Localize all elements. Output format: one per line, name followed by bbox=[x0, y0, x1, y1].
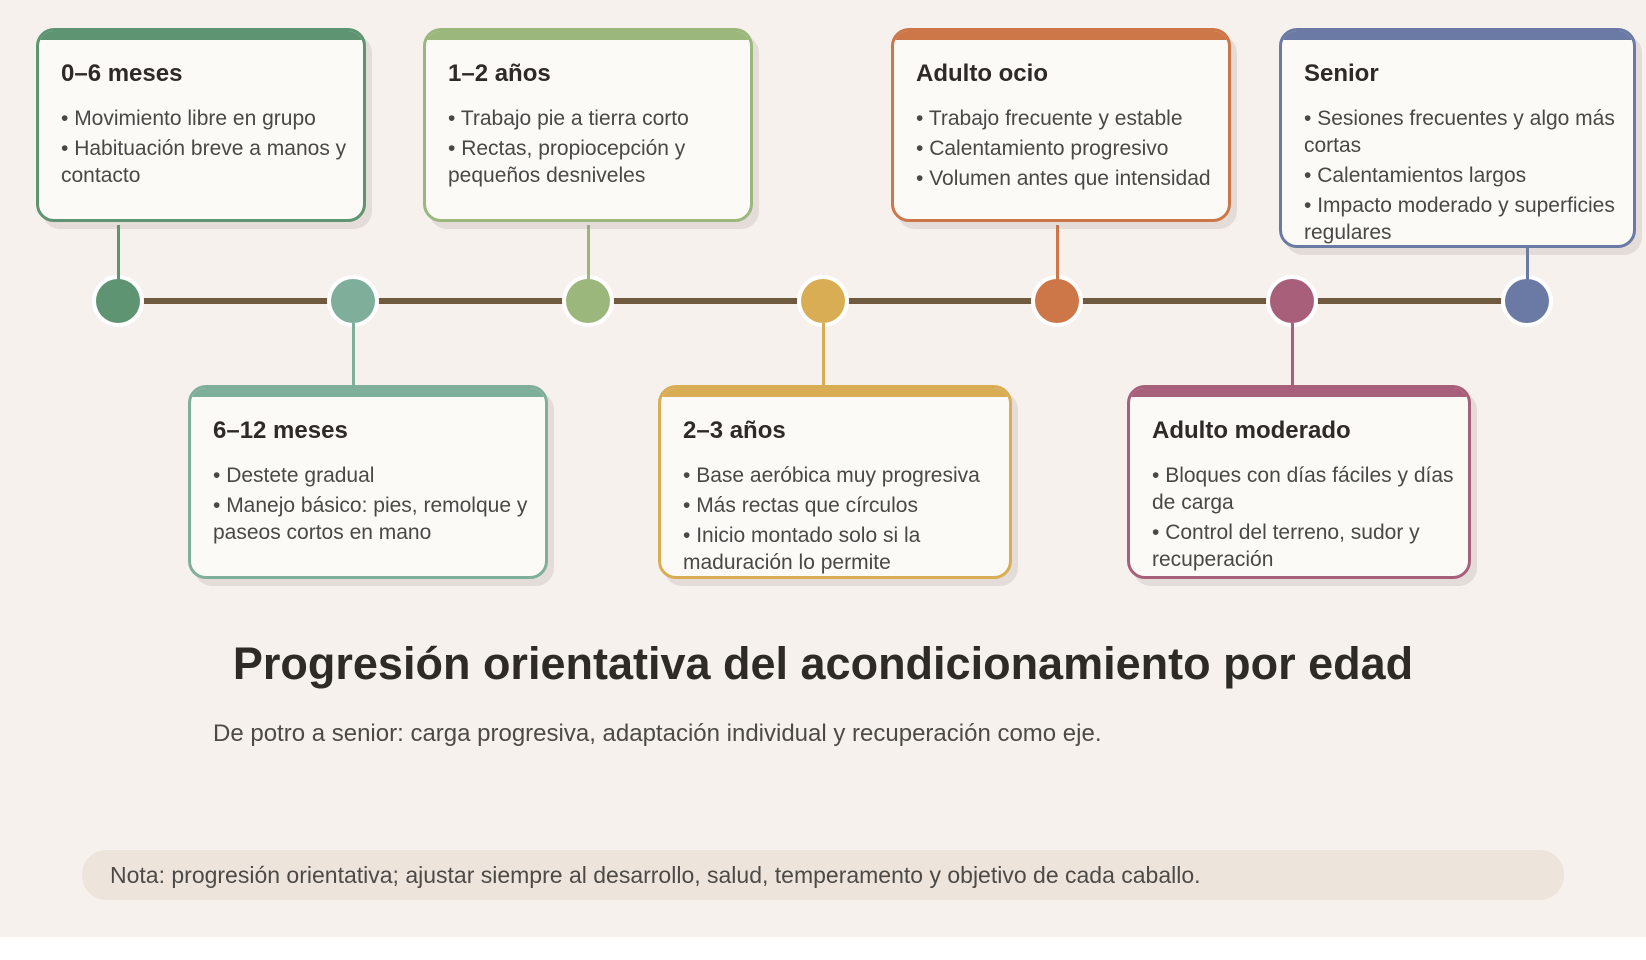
card-topbar bbox=[39, 28, 363, 40]
stage-title: 0–6 meses bbox=[61, 60, 183, 87]
stage-bullet: • Sesiones frecuentes y algo más cortas bbox=[1304, 105, 1633, 159]
stage-bullets bbox=[61, 105, 363, 189]
stage-bullets bbox=[916, 105, 1228, 192]
timeline-node-6 bbox=[1505, 279, 1549, 323]
timeline-node-3 bbox=[801, 279, 845, 323]
timeline-node-1 bbox=[331, 279, 375, 323]
stage-bullets bbox=[213, 462, 545, 546]
connector-6 bbox=[1526, 248, 1529, 280]
note-text: Nota: progresión orientativa; ajustar siempre al desarrollo, salud, temperamento y objetivo de cada caballo. bbox=[110, 862, 1201, 888]
stage-bullet: • Bloques con días fáciles y días de carga bbox=[1152, 462, 1468, 516]
stage-title: Senior bbox=[1304, 60, 1379, 87]
stage-bullets bbox=[448, 105, 750, 189]
stage-card-senior bbox=[1279, 28, 1636, 248]
stage-card-adulto-ocio bbox=[891, 28, 1231, 222]
stage-bullet: • Inicio montado solo si la maduración lo permite bbox=[683, 522, 1009, 576]
timeline-node-2 bbox=[566, 279, 610, 323]
connector-5 bbox=[1291, 323, 1294, 385]
stage-bullet: • Calentamiento progresivo bbox=[916, 135, 1228, 162]
card-topbar bbox=[1130, 385, 1468, 397]
stage-title: 2–3 años bbox=[683, 417, 786, 444]
stage-bullets bbox=[1152, 462, 1468, 573]
connector-0 bbox=[117, 225, 120, 280]
card-topbar bbox=[894, 28, 1228, 40]
card-topbar bbox=[426, 28, 750, 40]
note-box bbox=[82, 850, 1564, 900]
stage-bullet: • Calentamientos largos bbox=[1304, 162, 1633, 189]
card-topbar bbox=[191, 385, 545, 397]
page-title: Progresión orientativa del acondicionamiento por edad bbox=[232, 638, 1414, 689]
stage-bullet: • Base aeróbica muy progresiva bbox=[683, 462, 1009, 489]
stage-title: 1–2 años bbox=[448, 60, 551, 87]
stage-bullet: • Habituación breve a manos y contacto bbox=[61, 135, 363, 189]
stage-card-adulto-moderado bbox=[1127, 385, 1471, 579]
stage-bullet: • Volumen antes que intensidad bbox=[916, 165, 1228, 192]
stage-bullet: • Más rectas que círculos bbox=[683, 492, 1009, 519]
connector-4 bbox=[1056, 225, 1059, 280]
stage-card-6-12-meses bbox=[188, 385, 548, 579]
stage-bullet: • Movimiento libre en grupo bbox=[61, 105, 363, 132]
stage-card-0-6-meses bbox=[36, 28, 366, 222]
stage-bullet: • Trabajo pie a tierra corto bbox=[448, 105, 750, 132]
timeline-node-5 bbox=[1270, 279, 1314, 323]
stage-bullet: • Trabajo frecuente y estable bbox=[916, 105, 1228, 132]
stage-title: Adulto ocio bbox=[916, 60, 1048, 87]
stage-title: 6–12 meses bbox=[213, 417, 348, 444]
card-topbar bbox=[1282, 28, 1633, 40]
stage-bullet: • Control del terreno, sudor y recuperación bbox=[1152, 519, 1468, 573]
timeline-node-0 bbox=[96, 279, 140, 323]
connector-1 bbox=[352, 323, 355, 385]
stage-bullet: • Destete gradual bbox=[213, 462, 545, 489]
card-topbar bbox=[661, 385, 1009, 397]
timeline-node-4 bbox=[1035, 279, 1079, 323]
stage-title: Adulto moderado bbox=[1152, 417, 1351, 444]
connector-3 bbox=[822, 323, 825, 385]
stage-bullet: • Impacto moderado y superficies regulares bbox=[1304, 192, 1633, 246]
stage-card-2-3-anos bbox=[658, 385, 1012, 579]
stage-bullets bbox=[1304, 105, 1633, 246]
stage-bullets bbox=[683, 462, 1009, 576]
connector-2 bbox=[587, 225, 590, 280]
stage-bullet: • Rectas, propiocepción y pequeños desniveles bbox=[448, 135, 750, 189]
stage-bullet: • Manejo básico: pies, remolque y paseos cortos en mano bbox=[213, 492, 545, 546]
stage-card-1-2-anos bbox=[423, 28, 753, 222]
page-subtitle: De potro a senior: carga progresiva, adaptación individual y recuperación como eje. bbox=[213, 720, 1102, 747]
